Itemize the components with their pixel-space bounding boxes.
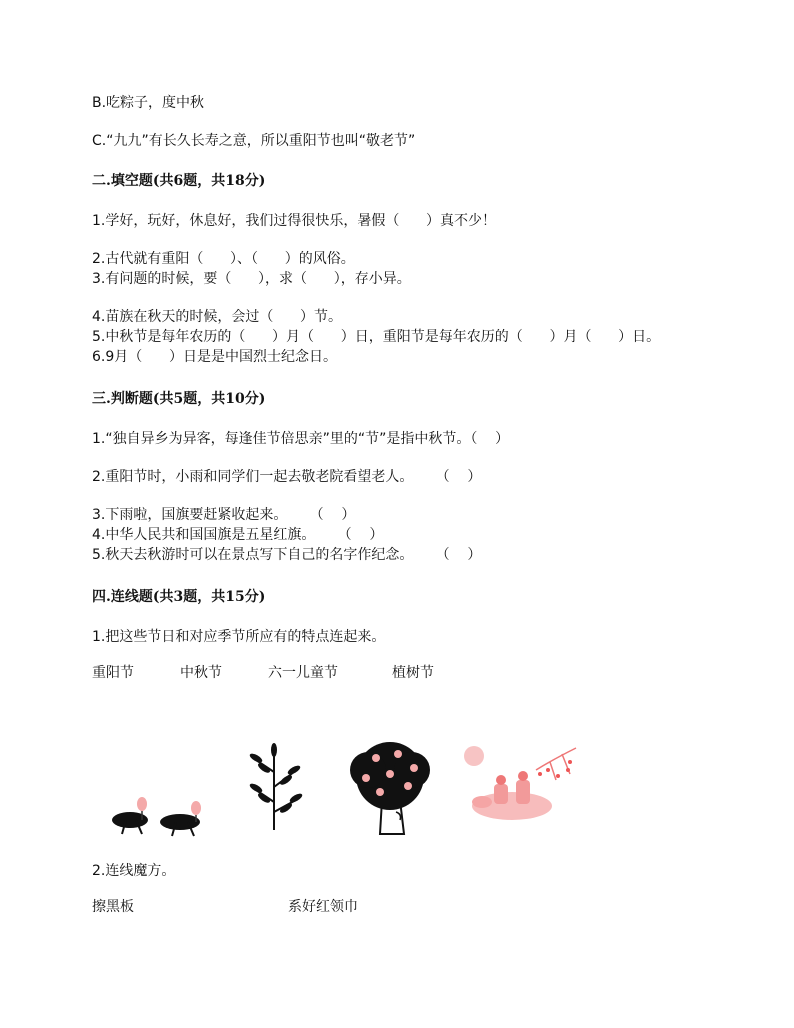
task-label: 擦黑板 bbox=[92, 899, 134, 915]
judge-question-3: 3.下雨啦，国旗要赶紧收起来。 （ ） bbox=[92, 507, 356, 523]
fill-question-3: 3.有问题的时候，要（ ），求（ ），存小异。 bbox=[92, 271, 411, 287]
fill-question-5: 5.中秋节是每年农历的（ ）月（ ）日，重阳节是每年农历的（ ）月（ ）日。 bbox=[92, 329, 661, 345]
fill-question-4: 4.苗族在秋天的时候，会过（ ）节。 bbox=[92, 309, 343, 325]
lotus-pond-picture bbox=[108, 790, 218, 840]
task-label: 系好红领巾 bbox=[288, 899, 358, 915]
festival-label: 中秋节 bbox=[180, 665, 222, 681]
judge-question-1: 1.“独自异乡为异客，每逢佳节倍思亲”里的“节”是指中秋节。（ ） bbox=[92, 431, 510, 447]
judge-question-2: 2.重阳节时，小雨和同学们一起去敬老院看望老人。 （ ） bbox=[92, 469, 482, 485]
match-question-2: 2.连线魔方。 bbox=[92, 863, 176, 879]
mid-autumn-picture bbox=[452, 740, 578, 830]
judge-question-5: 5.秋天去秋游时可以在景点写下自己的名字作纪念。 （ ） bbox=[92, 547, 482, 563]
fill-question-2: 2.古代就有重阳（ ）、（ ）的风俗。 bbox=[92, 251, 355, 267]
option-b: B.吃粽子，度中秋 bbox=[92, 95, 205, 111]
festival-label: 重阳节 bbox=[92, 665, 134, 681]
section-4-title: 四.连线题(共3题，共15分) bbox=[92, 589, 266, 605]
festival-label: 六一儿童节 bbox=[268, 665, 338, 681]
option-c: C.“九九”有长久长寿之意，所以重阳节也叫“敬老节” bbox=[92, 133, 416, 149]
sapling-picture bbox=[244, 742, 308, 832]
judge-question-4: 4.中华人民共和国国旗是五星红旗。 （ ） bbox=[92, 527, 384, 543]
section-2-title: 二.填空题(共6题，共18分) bbox=[92, 173, 266, 189]
match-question-1: 1.把这些节日和对应季节所应有的特点连起来。 bbox=[92, 629, 386, 645]
fill-question-1: 1.学好，玩好，休息好，我们过得很快乐，暑假（ ）真不少！ bbox=[92, 213, 497, 229]
festival-label: 植树节 bbox=[392, 665, 434, 681]
section-3-title: 三.判断题(共5题，共10分) bbox=[92, 391, 266, 407]
fill-question-6: 6.9月（ ）日是是中国烈士纪念日。 bbox=[92, 349, 337, 365]
fruit-tree-picture bbox=[346, 740, 434, 836]
